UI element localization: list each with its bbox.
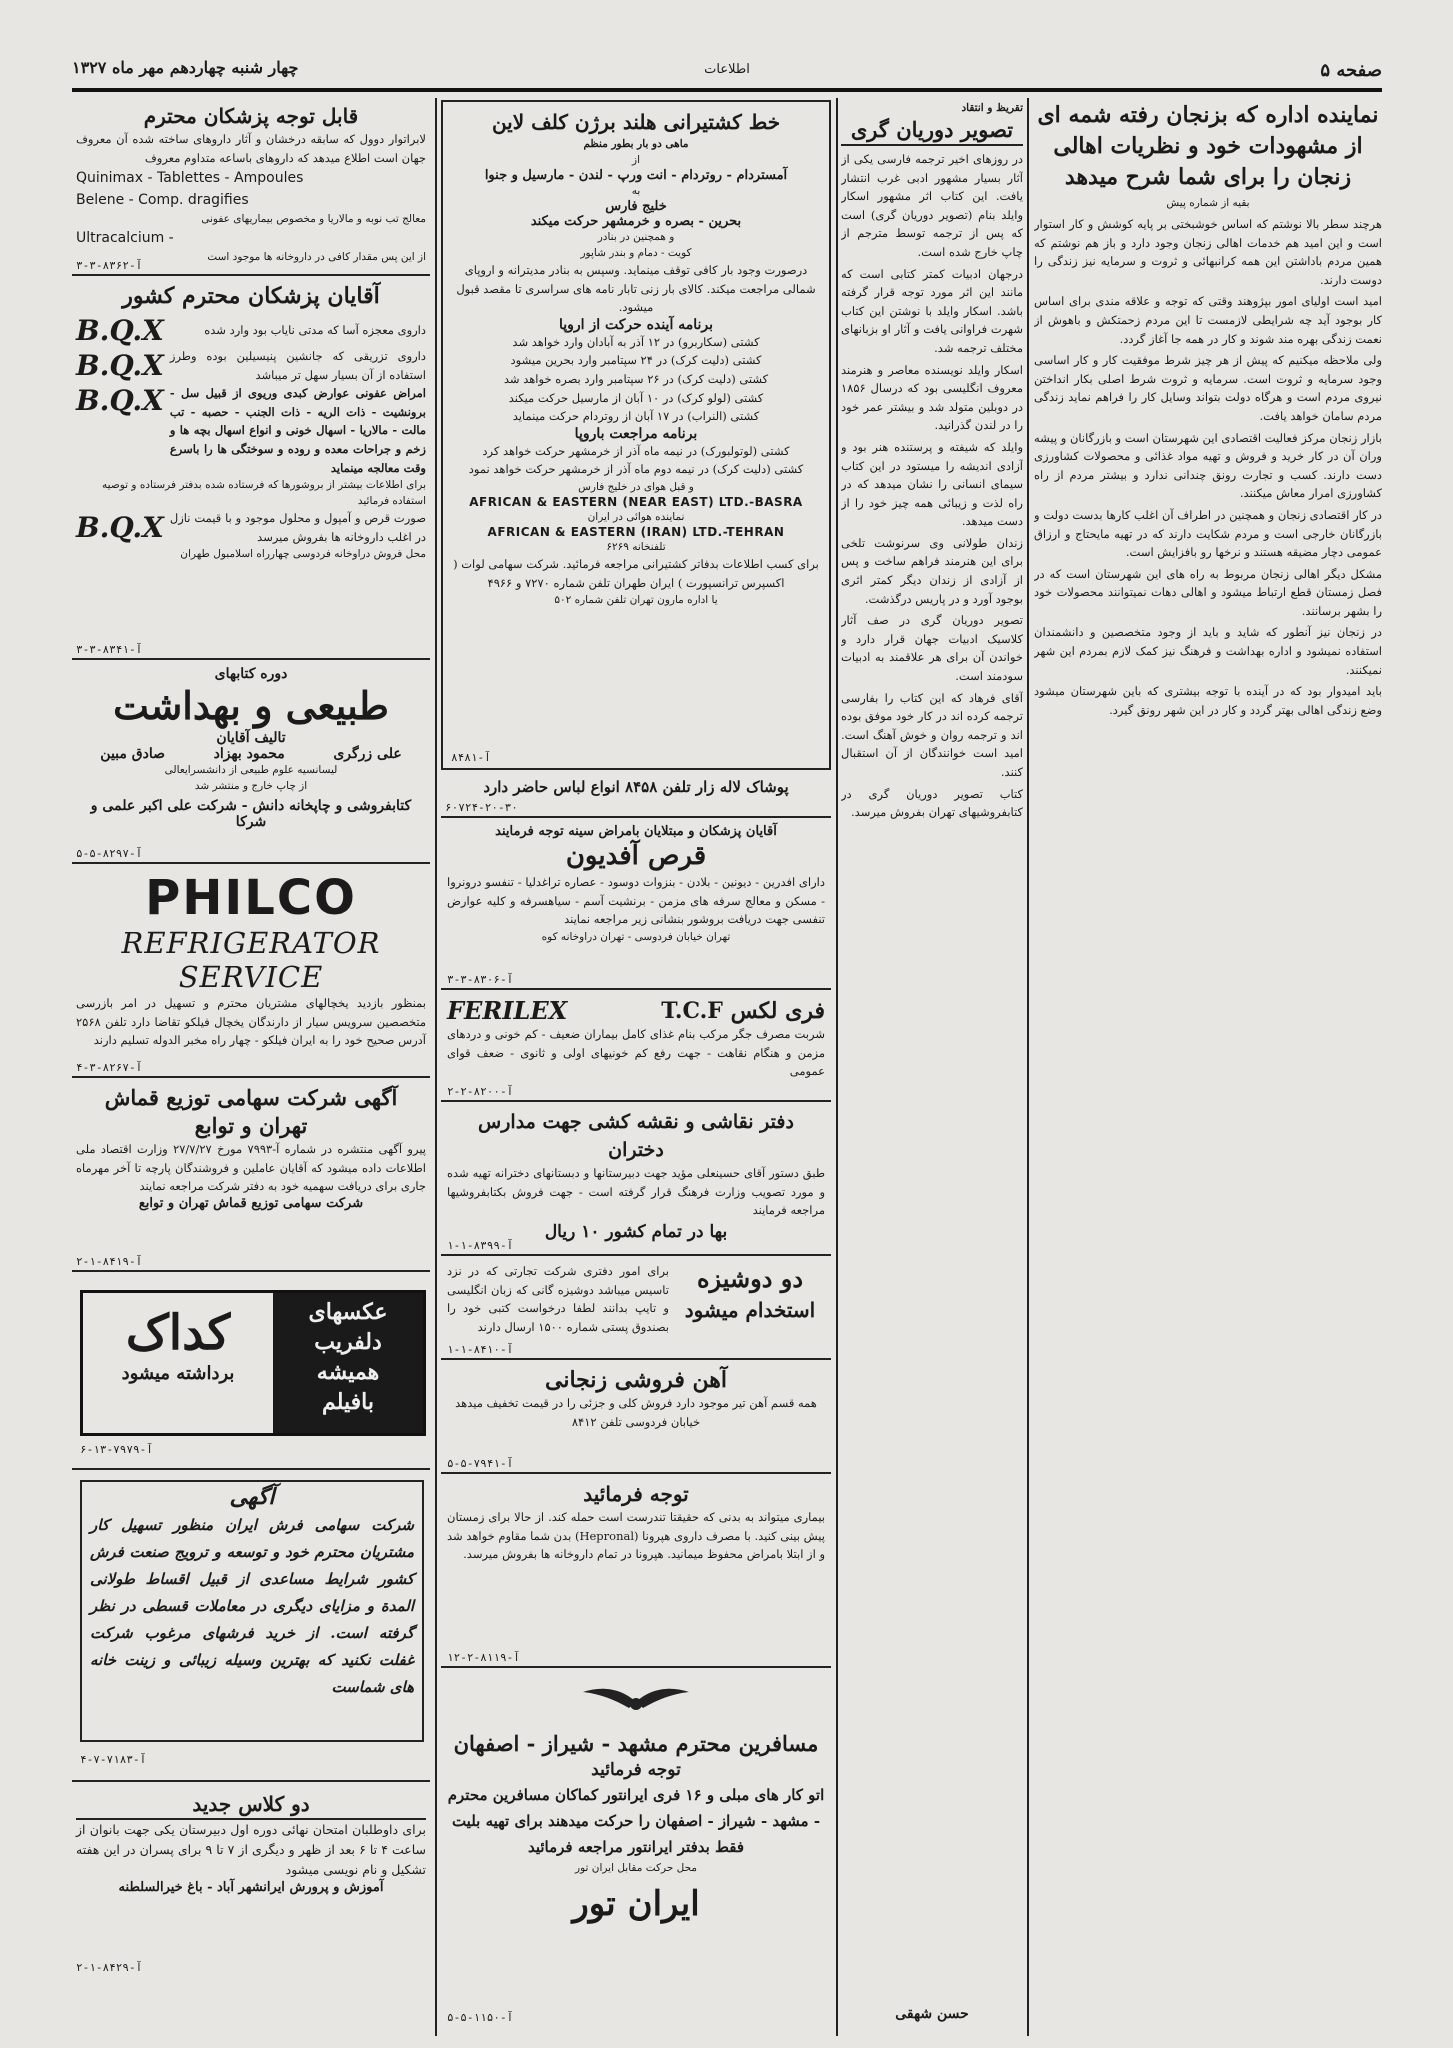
report-continued: بقیه از شماره پیش — [1166, 197, 1250, 209]
afdion-address: تهران خیابان فردوسی - تهران دراوخانه کوه — [541, 930, 731, 943]
bqx-item — [76, 509, 426, 546]
clothing-ad — [441, 778, 831, 818]
kodak-slogan — [273, 1293, 423, 1433]
kodak-line: عکسهای — [308, 1299, 388, 1325]
kodak-line: برداشته میشود — [121, 1363, 235, 1384]
bqx-note: برای اطلاعات بیشتر از بروشورها که فرستاده شده بدفتر فرستاده و توصیه استفاده فرمائید — [102, 479, 426, 508]
shipping-agent-1: AFRICAN & EASTERN (NEAR EAST) LTD.-BASRA — [469, 494, 803, 509]
class-address: آموزش و پرورش ایرانشهر آباد - باغ خیرالسلطنه — [118, 1880, 384, 1895]
report-article — [1034, 100, 1382, 2030]
shipping-return-title: برنامه مراجعت باروپا — [574, 425, 698, 442]
kodak-line: دلفریب — [314, 1329, 382, 1355]
book-sellers: کتابفروشی و چاپخانه دانش - شرکت علی اکبر علمی و شرکا — [90, 798, 412, 830]
quinimax-body: لابراتوار دوول که سابقه درخشان و آثار داروهای ساخته شده آن معروف جهان است اطلاع میدهد که داروهای باساعه متداوم معروف — [76, 132, 426, 165]
hiring-heading — [675, 1262, 825, 1356]
textile-ad — [72, 1082, 430, 1272]
bqx-item — [76, 347, 426, 384]
paragraph: هرچند سطر بالا نوشتم که اساس خوشبختی بر پایه کوشش و کار استوار است و این امید هم خدمات اهالی زنجان وجود دارد و باز هم نوشتم که همین مردم باداشتن این همه کرانبهائی و ثروت و سرمایه نیز زندگی را دوست دارند. — [1034, 217, 1382, 287]
paragraph: در کار اقتصادی زنجان و همچنین در اطراف آن اغلب کارها بدست دولت و بازرگانان خارجی است و مردم شکایت دارند که در تهیه مایحتاج و ارزاق عمومی دچار مضیقه هستند و نرخها رو بافزایش است. — [1034, 507, 1382, 560]
paragraph: زندان طولانی وی سرنوشت تلخی برای این هنرمند فراهم ساخت و پس از آزادی از زندان دیگر کمتر اثری بوجود آورد و در پاریس درگذشت. — [841, 535, 1023, 606]
bqx-item-text: امراض عفونی عوارض کبدی وریوی از قبیل سل - برونشیت - ذات الریه - ذات الجنب - حصبه - تب مالت - مالاریا - اسهال خونی و انواع اسهال بچه ها و زخم و جراحات معده و روده و سوختگی ها را باسرع وقت معالجه مینماید — [169, 386, 426, 475]
report-body — [1034, 215, 1382, 719]
paragraph: تصویر دوریان گری در صف آثار کلاسیک ادبیات جهان قرار دارد و خواندن آن برای هر علاقمند به ادبیات سودمند است. — [841, 613, 1023, 684]
philco-ad — [72, 868, 430, 1078]
ad-ref: آ-۸۴۸۱ — [451, 751, 491, 764]
tcf-header — [447, 996, 825, 1025]
quinimax-vitamins: Ultracalcium - — [76, 230, 174, 247]
book-authors-label: تالیف آقایان — [216, 730, 286, 746]
hepronal-title: توجه فرمائید — [583, 1482, 689, 1506]
winged-logo — [447, 1680, 825, 1724]
bqx-mark: B.Q.X — [76, 314, 164, 347]
review-title: تصویر دوریان گری — [841, 116, 1023, 146]
return-item: کشتی (دلیت کرک) در نیمه دوم ماه آذر از خرمشهر حرکت خواهد نمود — [468, 462, 804, 477]
return-item: کشتی (لوتولبورک) در نیمه ماه آذر از خرمشهر حرکت خواهد کرد — [482, 443, 790, 458]
afdion-title: آقایان پزشکان و مبتلایان بامراض سینه توجه فرمایند — [495, 824, 777, 839]
newspaper-name: اطلاعات — [704, 62, 750, 77]
review-body — [841, 150, 1023, 822]
section-rule — [72, 1468, 430, 1470]
class-ad — [72, 1786, 430, 1976]
shipping-line: به — [631, 185, 641, 197]
quinimax-line: Quinimax - Tablettes - Ampoules — [76, 170, 304, 187]
shipping-ad — [441, 100, 831, 770]
school-price: بها در تمام کشور ۱۰ ریال — [544, 1221, 728, 1242]
kodak-frame — [80, 1290, 426, 1436]
irantour-ad — [441, 1672, 831, 2030]
kodak-brand: کداک — [125, 1305, 231, 1361]
ad-ref: آ-۸۲۰۰-۲-۲ — [447, 1085, 514, 1098]
bqx-mark: B.Q.X — [76, 349, 164, 383]
bqx-item — [76, 384, 426, 477]
class-body: برای داوطلبان امتحان نهائی دوره اول دبیرستان یکی جهت بانوان از ساعت ۴ تا ۶ بعد از ظهر و دیگری از ۷ تا ۹ برای پسران در این هفته تشکیل و نام نویسی میشود — [76, 1822, 426, 1877]
carpet-title: آگهی — [229, 1484, 275, 1510]
ad-ref: آ-۸۴۱۹-۱-۲ — [76, 1255, 143, 1268]
iron-title: آهن فروشی زنجانی — [545, 1367, 727, 1393]
tcf-title: فری لکس T.C.F — [661, 997, 825, 1024]
masthead — [72, 52, 1382, 92]
philco-service: REFRIGERATOR SERVICE — [121, 926, 381, 994]
paragraph: آقای فرهاد که این کتاب را بفارسی ترجمه کرده اند در کار خود موفق بوده اند و ترجمه روان و خوش آهنگ است. امید است خوانندگان از آن استقبال کنند. — [841, 690, 1023, 779]
paragraph: درجهان ادبیات کمتر کتابی است که مانند این اثر مورد توجه قرار گرفته باشد. اسکار وایلد با نوشتن این کتاب شهرت فراوانی یافت و آثار او بزبانهای مختلف ترجمه شد. — [841, 266, 1023, 355]
kodak-right — [83, 1293, 273, 1433]
book-author: محمود بهزاد — [213, 746, 285, 762]
school-notebook-ad — [441, 1106, 831, 1256]
shipping-agent-2: AFRICAN & EASTERN (IRAN) LTD.-TEHRAN — [487, 524, 785, 539]
hepronal-body: بیماری میتواند به بدنی که حقیقتا تندرست است حمله کند. از حالا برای زمستان پیش بینی کنید. با مصرف داروی هپرونا (Hepronal) بدن شما مقاوم خواهد شد و از ابتلا بامراض محفوظ میمانید. هپرونا در تمام داروخانه ها بفروش میرسد. — [447, 1510, 825, 1562]
issue-date: چهار شنبه چهاردهم مهر ماه ۱۳۲۷ — [72, 58, 299, 77]
bqx-item-text: صورت قرص و آمپول و محلول موجود و با قیمت نازل در اغلب داروخانه ها بفروش میرسد — [169, 511, 426, 544]
ad-ref: آ-۱۱۵۰-۵-۵ — [447, 2011, 514, 2024]
bqx-item-text: داروی معجزه آسا که مدتی نایاب بود وارد شده — [204, 323, 426, 338]
paragraph: ولی ملاحظه میکنیم که پیش از هر چیز شرط موفقیت کار و کار اساسی وجود سرمایه و ثروت است. سرمایه و ثروت شرط اصلی بکار انداختن نیروی مردم است و هرگاه دولت بتواند وسایل کار را فراهم نماید زندگی مردم سامان خواهد یافت. — [1034, 353, 1382, 423]
shipping-title: خط کشتیرانی هلند برژن کلف لاین — [491, 110, 781, 134]
irantour-sub: توجه فرمائید — [591, 1760, 681, 1780]
book-author: صادق مبین — [100, 746, 166, 762]
shipping-line: و همچنین در بنادر — [597, 231, 675, 243]
shipping-agent-1-fa: نماینده هوائی در ایران — [587, 510, 685, 523]
bqx-item — [76, 314, 426, 347]
paragraph: امید است اولیای امور بپژوهند وقتی که توجه و علاقه مندی برای اساس کار بوجود آید چه شرایطی لازمست تا این مردم زحمتکش و باهوش از نعمت زندگی بهره مند شوند و کار در همه جا آغاز گردد. — [1034, 294, 1382, 346]
shipping-program — [451, 333, 821, 426]
ad-ref: آ-۸۲۹۷-۵-۵ — [76, 847, 143, 860]
review-article — [841, 100, 1023, 2030]
textile-signature: شرکت سهامی توزیع قماش تهران و توابع — [138, 1195, 364, 1211]
hiring-ad — [441, 1260, 831, 1360]
textile-title: آگهی شرکت سهامی توزیع قماش — [104, 1085, 398, 1110]
review-signature: حسن شهقی — [895, 2006, 969, 2022]
shipping-contact-2: یا اداره مارون تهران تلفن شماره ۵۰۲ — [554, 594, 718, 607]
afdion-product: قرص آفدیون — [565, 841, 707, 871]
ad-ref: آ-۷۱۸۳-۷-۴ — [80, 1753, 147, 1766]
quinimax-note: معالج تب نوبه و مالاریا و مخصوص بیماریهای عفونی — [201, 213, 426, 226]
irantour-brand: ایران تور — [572, 1884, 700, 1924]
ad-ref: آ-۸۴۱۰-۱-۱ — [447, 1343, 514, 1356]
hepronal-ad — [441, 1478, 831, 1668]
column-rule — [1027, 98, 1029, 2036]
school-title: دفتر نقاشی و نقشه کشی جهت مدارس دختران — [478, 1111, 794, 1161]
bqx-title: آقایان پزشکان محترم کشور — [122, 283, 380, 309]
quinimax-tail: از این پس مقدار کافی در داروخانه ها موجود است — [207, 251, 426, 264]
bqx-address: محل فروش دراوخانه فردوسی چهارراه اسلامبول طهران — [180, 548, 426, 561]
shipping-line: خلیج فارس — [605, 199, 667, 214]
paragraph: وایلد که شیفته و پرستنده هنر بود و آزادی اندیشه را میستود در این کتاب سیمای انسانی را نشان میدهد که در راه لذت و زیبائی همه چیز خود را از دست میدهد. — [841, 439, 1023, 529]
kodak-line: همیشه — [316, 1359, 380, 1385]
book-note: لیسانسیه علوم طبیعی از دانشسرایعالی — [164, 764, 338, 776]
bqx-item-text: داروی تزریقی که جانشین پنیسیلین بوده وطرز استفاده از آن بسیار سهل تر میباشد — [169, 349, 426, 382]
shipping-body: درصورت وجود بار کافی توقف مینماید. وسپس به بنادر مدیترانه و اروپای شمالی مراجعت میکند. کالای بار زنی تابار نامه های سراسری تا مقصد قبول میشود. — [456, 263, 816, 315]
bqx-ad — [72, 280, 430, 660]
quinimax-line: Belene - Comp. dragifies — [76, 192, 249, 209]
paragraph: در زنجان نیز آنطور که شاید و باید از وجود متخصصین و دانشمندان استفاده نمیشود و اداره بهداشت و فرهنگ نیز کمک لازم بمردم این شهر نمیکنند. — [1034, 625, 1382, 677]
shipping-line: کویت - دمام و بندر شاپور — [580, 247, 692, 259]
program-item: کشتی (لولو کرک) در ۱۰ آبان از مارسیل حرکت میکند — [508, 390, 764, 405]
iron-ad — [441, 1364, 831, 1474]
ad-ref: آ-۸۲۶۷-۳-۴ — [76, 1061, 143, 1074]
shipping-line: از — [632, 154, 640, 166]
shipping-contact: برای کسب اطلاعات بدفاتر کشتیرانی مراجعه فرمائید. شرکت سهامی لوات ( اکسپرس ترانسپورت ) ایران طهران تلفن شماره ۷۲۷۰ و ۴۹۶۶ — [453, 556, 819, 590]
tcf-body: شربت مصرف جگر مرکب بنام غذای کامل بیماران ضعیف - کم خونی و دردهای مزمن و هنگام نقاهت - جهت رفع کم خونیهای اولی و ثانوی - ضعف قوای عمومی — [447, 1027, 825, 1079]
wings-icon — [581, 1680, 691, 1720]
ad-ref: آ-۸۱۱۹-۲-۱۲ — [447, 1651, 520, 1664]
textile-body: پیرو آگهی منتشره در شماره آ-۷۹۹۳ مورخ ۲۷/۷/۲۷ وزارت اقتصاد ملی اطلاعات داده میشود که آقایان عاملین و فروشندگان پارچه تا آخر مهرماه جاری برای دریافت سهمیه خود به دفتر شرکت مراجعه نمایند — [76, 1142, 426, 1194]
shipping-line: بحرین - بصره و خرمشهر حرکت میکند — [530, 214, 742, 229]
tcf-latin: FERILEX — [447, 996, 568, 1025]
class-title: دو کلاس جدید — [76, 1790, 426, 1820]
book-author: علی زرگری — [333, 746, 402, 762]
page-number: صفحه ۵ — [1320, 60, 1382, 81]
clothing-text: پوشاک لاله زار تلفن ۸۴۵۸ انواع لباس حاضر دارد — [483, 778, 789, 796]
shipping-return — [451, 442, 821, 479]
program-item: کشتی (دلیت کرک) در ۲۴ سپتامبر وارد بحرین میشود — [510, 353, 762, 368]
irantour-address: محل حرکت مقابل ایران تور — [575, 1862, 697, 1874]
ad-ref: آ-۸۳۹۹-۱-۱ — [447, 1239, 514, 1252]
irantour-body: اتو کار های مبلی و ۱۶ فری ایرانتور کماکان مسافرین محترم - مشهد - شیراز - اصفهان را حرکت میدهند برای تهیه بلیت فقط بدفتر ایرانتور مراجعه فرمائید — [447, 1786, 825, 1856]
afdion-body: دارای افدرین - دیونین - بلادن - بنزوات دوسود - عصاره تراغدلیا - تنفسو درونروا - مسکن و معالج سرفه های مزمن - برنشیت آسم - سیاهسرفه و کلیه عوارض تنفسی جهت دریافت بروشور بنشانی زیر مراجعه نمایند — [447, 875, 825, 927]
tcf-ad — [441, 994, 831, 1102]
column-rule — [435, 98, 437, 2036]
paragraph: باید امیدوار بود که در آینده با توجه بیشتری که باین شهرستان میشود وضع زندگی اهالی بهتر گردد و کار در این شهر رونق گیرد. — [1034, 684, 1382, 717]
book-title: طبیعی و بهداشت — [113, 683, 389, 728]
book-series: دوره کتابهای — [214, 666, 288, 682]
shipping-line: آمستردام - روتردام - انت ورپ - لندن - مارسیل و جنوا — [484, 168, 788, 183]
carpet-body: شرکت سهامی فرش ایران منظور تسهیل کار مشتریان محترم خود و توسعه و ترویج صنعت فرش کشور شرایط مساعدی از قبیل اقساط طولانی المدة و مزایای دیگری در معاملات قسطی در نظر گرفته است. از خرید فرشهای مرغوب شرکت غفلت نکنید که بهترین وسیله زیبائی و زینت خانه های شماست — [90, 1516, 414, 1696]
afdion-ad — [441, 822, 831, 990]
shipping-line: ماهی دو بار بطور منظم — [583, 138, 689, 150]
quinimax-title: قابل توجه پزشکان محترم — [143, 104, 359, 128]
kodak-line: بافیلم — [322, 1389, 374, 1415]
shipping-air-note: و قبل هوای در خلیج فارس — [578, 480, 694, 493]
program-item: کشتی (دلیت کرک) در ۲۶ سپتامبر وارد بصره خواهد شد — [503, 371, 769, 386]
paragraph: در روزهای اخیر ترجمه فارسی یکی از آثار بسیار مشهور ادبی غرب انتشار یافت. این کتاب اثر مشهور اسکار وایلد بنام (تصویر دوریان گری) است که پس از ترجمه توسط مترجم از چاپ خارج شده است. — [841, 152, 1023, 259]
paragraph: اسکار وایلد نویسنده معاصر و هنرمند معروف انگلیسی بود که درسال ۱۸۵۶ در دوبلین متولد شد و بیشتر عمر خود را در لندن گذرانید. — [841, 362, 1023, 433]
quinimax-ad — [72, 100, 430, 276]
paragraph: کتاب تصویر دوریان گری در کتابفروشیهای تهران بفروش میرسد. — [841, 786, 1023, 820]
textile-title-2: تهران و توابع — [194, 1113, 308, 1138]
carpet-ad — [72, 1474, 430, 1774]
hiring-body: برای امور دفتری شرکت تجارتی که در نزد تاسیس میباشد دوشیزه گانی که زبان انگلیسی و تایپ بدانند لطفا درخواست کتبی خود را بصندوق پستی شماره ۱۵۰۰ ارسال دارند — [447, 1264, 669, 1334]
school-body: طبق دستور آقای حسینعلی مؤید جهت دبیرستانها و دبستانهای دخترانه تهیه شده و مورد تصویب وزارت فرهنگ قرار گرفته است - جهت فروش بکتابفروشیها مراجعه فرمایند — [447, 1166, 825, 1218]
kodak-ad — [72, 1282, 430, 1462]
book-ad — [72, 664, 430, 864]
hiring-title-2: استخدام میشود — [684, 1298, 816, 1322]
paragraph: مشکل دیگر اهالی زنجان مربوط به راه های این شهرستان است که در فصل زمستان قطع ارتباط میشود و اهالی دهات نمیتوانند محصولات خود را بشهر برسانند. — [1034, 566, 1382, 618]
ad-ref: آ-۸۳۶۲-۳-۳ — [76, 259, 143, 272]
bqx-mark: B.Q.X — [76, 511, 164, 545]
ad-ref: آ-۷۹۷۹-۱۳-۶ — [80, 1443, 153, 1456]
paragraph: بازار زنجان مرکز فعالیت اقتصادی این شهرستان است و بازرگانان و پیشه وران آن در کار خرید و فروش و تهیه مواد غذائی و محصولات کشاورزی دست دارند. کسب و تجارت رونق چندانی ندارد و بیشتر مردم از راه کشاورزی امرار معاش میکنند. — [1034, 430, 1382, 501]
bqx-mark: B.Q.X — [76, 384, 164, 418]
book-authors — [76, 746, 426, 762]
philco-body: بمنظور بازدید یخچالهای مشتریان محترم و تسهیل در امر بازرسی متخصصین سرویس سیار از دارندگان یخچال فیلکو تقاضا دارد تلفن ۲۵۶۸ آدرس صحیح خود را به ایران فیلکو - چهار راه مخبر الدوله تسلیم دارند — [76, 996, 426, 1048]
program-item: کشتی (النراب) در ۱۷ آبان از روتردام حرکت مینماید — [512, 409, 760, 424]
iron-body: همه قسم آهن تیر موجود دارد فروش کلی و جزئی را در قیمت تخفیف میدهد خیابان فردوسی تلفن ۸۴۱۲ — [455, 1396, 817, 1429]
program-item: کشتی (سکاربرو) در ۱۲ آذر به آبادان وارد خواهد شد — [512, 334, 760, 349]
ad-ref: آ-۸۴۲۹-۱-۲ — [76, 1961, 143, 1974]
book-note-2: از چاپ خارج و منتشر شد — [194, 780, 308, 792]
irantour-title: مسافرین محترم مشهد - شیراز - اصفهان — [453, 1731, 819, 1756]
ad-ref: آ-۸۳۰۶-۳-۳ — [447, 973, 514, 986]
ad-ref: آ-۷۹۴۱-۵-۵ — [447, 1457, 514, 1470]
philco-brand: PHILCO — [145, 870, 357, 926]
review-section-label: تقریظ و انتقاد — [961, 102, 1023, 114]
column-rule — [836, 98, 838, 2036]
hiring-title: دو دوشیزه — [696, 1264, 804, 1293]
ad-ref: آ-۸۳۴۱-۳-۳ — [76, 643, 143, 656]
ad-ref: ۶۰۷۲۴-۲۰-۳۰ — [445, 801, 518, 814]
section-rule — [72, 1780, 430, 1782]
carpet-frame — [80, 1480, 424, 1742]
report-headline: نماینده اداره که بزنجان رفته شمه ای از مشهودات خود و نظریات اهالی زنجان را برای شما شرح میدهد — [1037, 102, 1379, 190]
shipping-program-title: برنامه آینده حرکت از اروپا — [559, 316, 713, 333]
shipping-phone: تلفنخانه ۶۲۶۹ — [606, 540, 666, 553]
